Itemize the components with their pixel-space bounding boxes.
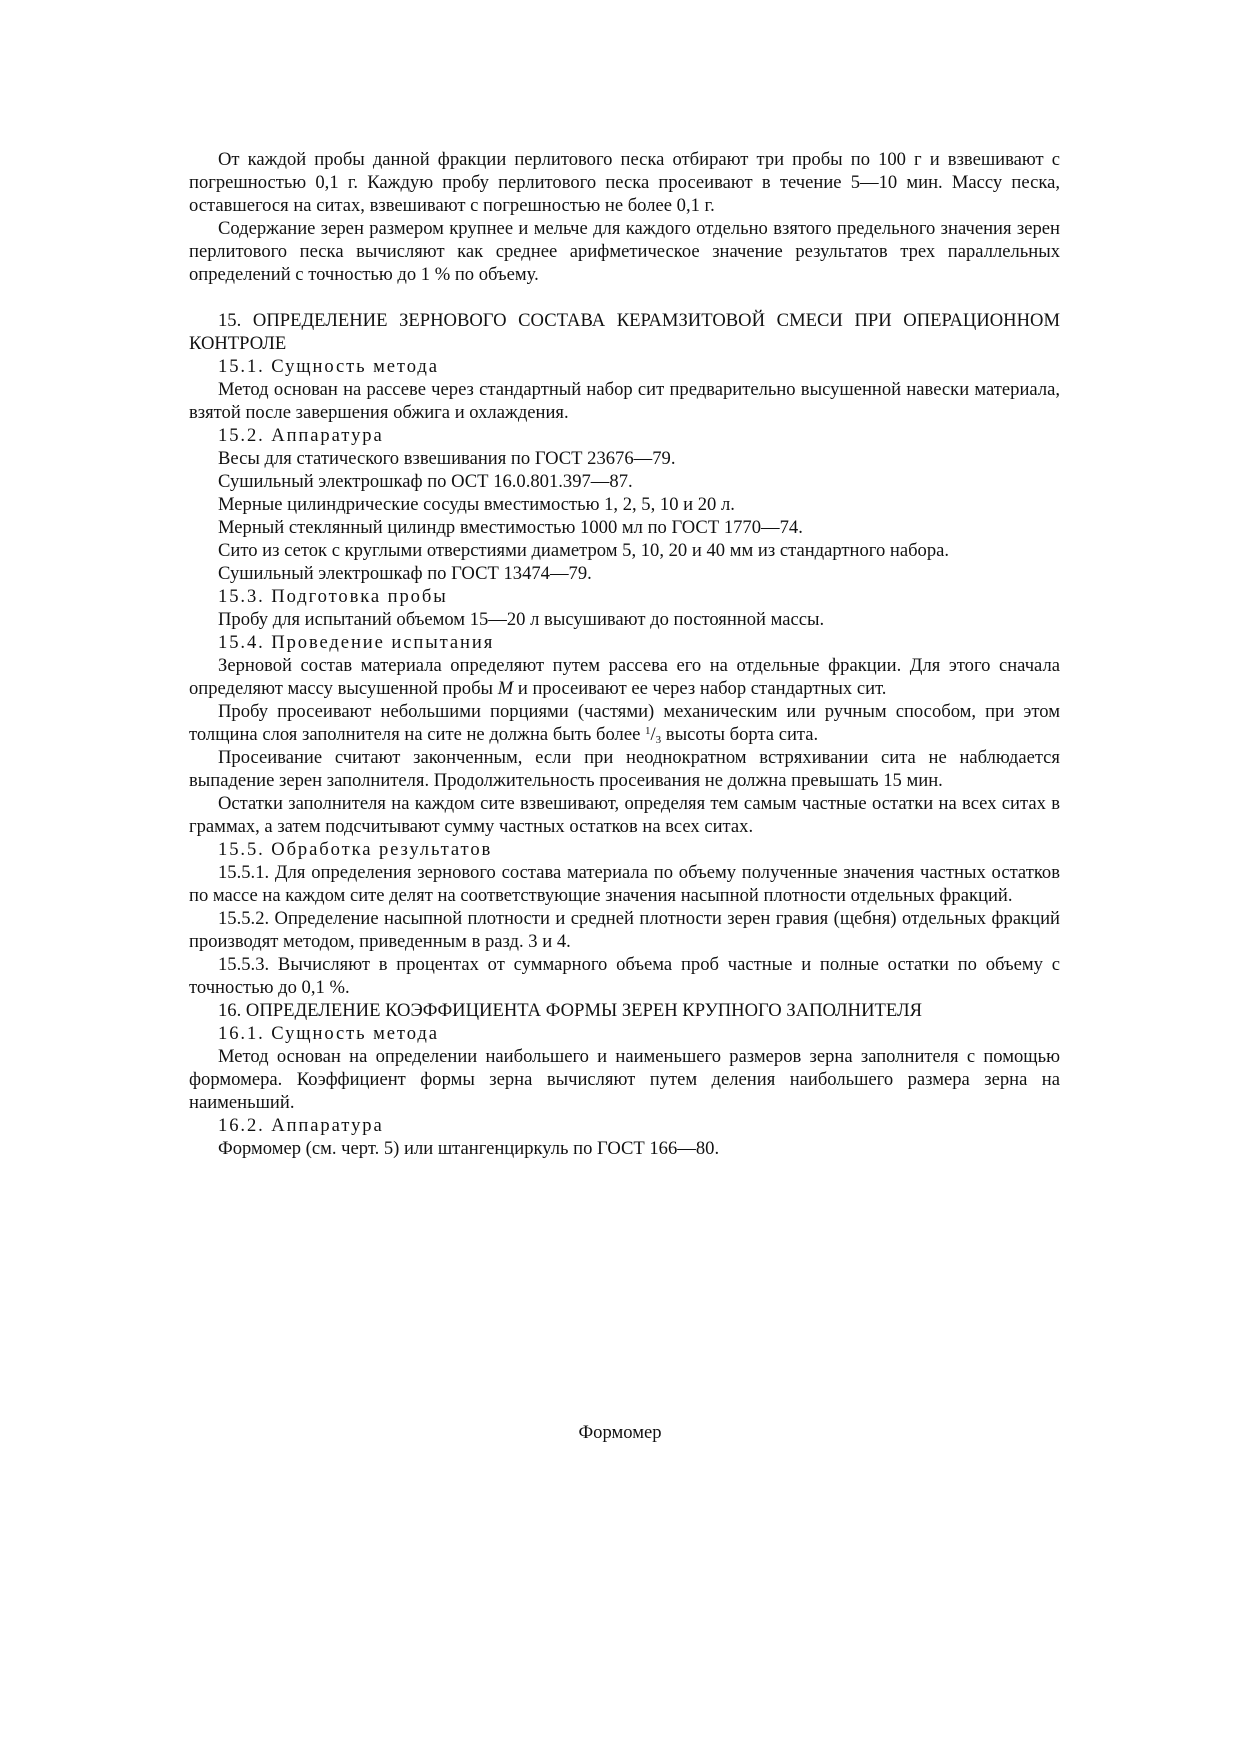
paragraph xyxy=(189,654,1060,700)
fraction-slash: / xyxy=(650,724,656,745)
paragraph xyxy=(189,700,1060,746)
fraction-numerator: 1 xyxy=(644,725,651,737)
variable-m: М xyxy=(497,678,514,699)
text-run: Зерновой состав материала определяют путем рассева его на отдельные фракции. Для этого сначала определяют массу высушенной пробы xyxy=(189,655,1060,699)
document-page xyxy=(189,148,1060,1160)
subsection-15-2-heading: 15.2. Аппаратура xyxy=(218,425,384,446)
text-run: высоты борта сита. xyxy=(661,724,819,745)
paragraph: Метод основан на определении наибольшего и наименьшего размеров зерна заполнителя с помощью формомера. Коэффициент формы зерна вычисляют путем деления наибольшего размера зерна на наименьший. xyxy=(189,1046,1060,1113)
paragraph: Метод основан на рассеве через стандартный набор сит предварительно высушенной навески материала, взятой после завершения обжига и охлаждения. xyxy=(189,379,1060,423)
paragraph: От каждой пробы данной фракции перлитового песка отбирают три пробы по 100 г и взвешивают с погрешностью 0,1 г. Каждую пробу перлитового песка просеивают в течение 5—10 мин. Массу песка, оставшегося на ситах, взвешивают с погрешностью не более 0,1 г. xyxy=(189,149,1060,216)
subsection-15-4-heading: 15.4. Проведение испытания xyxy=(218,632,495,653)
paragraph: Пробу для испытаний объемом 15—20 л высушивают до постоянной массы. xyxy=(218,609,825,630)
paragraph: Остатки заполнителя на каждом сите взвешивают, определяя тем самым частные остатки на всех ситах в граммах, а затем подсчитывают сумму частных остатков на всех ситах. xyxy=(189,793,1060,837)
subsection-15-1-heading: 15.1. Сущность метода xyxy=(218,356,439,377)
figure-caption: Формомер xyxy=(578,1422,662,1443)
subsection-16-1-heading: 16.1. Сущность метода xyxy=(218,1023,439,1044)
text-run: Пробу просеивают небольшими порциями (частями) механическим или ручным способом, при этом толщина слоя заполнителя на сите не должна быть более xyxy=(189,701,1060,745)
subsection-16-2-heading: 16.2. Аппаратура xyxy=(218,1115,384,1136)
paragraph: Просеивание считают законченным, если при неоднократном встряхивании сита не наблюдается выпадение зерен заполнителя. Продолжительность просеивания не должна превышать 15 мин. xyxy=(189,747,1060,791)
equipment-item: Мерный стеклянный цилиндр вместимостью 1000 мл по ГОСТ 1770—74. xyxy=(218,517,803,538)
equipment-item: Сито из сеток с круглыми отверстиями диаметром 5, 10, 20 и 40 мм из стандартного набора. xyxy=(218,540,950,561)
spacer xyxy=(189,286,1060,309)
paragraph: 15.5.2. Определение насыпной плотности и средней плотности зерен гравия (щебня) отдельных фракций производят методом, приведенным в разд. 3 и 4. xyxy=(189,908,1060,952)
equipment-item: Весы для статического взвешивания по ГОСТ 23676—79. xyxy=(218,448,676,469)
paragraph: 15.5.3. Вычисляют в процентах от суммарного объема проб частные и полные остатки по объему с точностью до 0,1 %. xyxy=(189,954,1060,998)
paragraph: Формомер (см. черт. 5) или штангенциркуль по ГОСТ 166—80. xyxy=(218,1138,720,1159)
paragraph: Содержание зерен размером крупнее и мельче для каждого отдельно взятого предельного значения зерен перлитового песка вычисляют как среднее арифметическое значение результатов трех параллельных определений с точностью до 1 % по объему. xyxy=(189,218,1060,285)
subsection-15-3-heading: 15.3. Подготовка пробы xyxy=(218,586,448,607)
section-15-title: 15. ОПРЕДЕЛЕНИЕ ЗЕРНОВОГО СОСТАВА КЕРАМЗИТОВОЙ СМЕСИ ПРИ ОПЕРАЦИОННОМ КОНТРОЛЕ xyxy=(189,310,1060,354)
subsection-15-5-heading: 15.5. Обработка результатов xyxy=(218,839,493,860)
fraction-denominator: 3 xyxy=(655,734,662,746)
equipment-item: Сушильный электрошкаф по ГОСТ 13474—79. xyxy=(218,563,592,584)
paragraph: 15.5.1. Для определения зернового состава материала по объему полученные значения частных остатков по массе на каждом сите делят на соответствующие значения насыпной плотности отдельных фракций. xyxy=(189,862,1060,906)
equipment-item: Сушильный электрошкаф по ОСТ 16.0.801.397—87. xyxy=(218,471,633,492)
equipment-item: Мерные цилиндрические сосуды вместимостью 1, 2, 5, 10 и 20 л. xyxy=(218,494,735,515)
section-16-title: 16. ОПРЕДЕЛЕНИЕ КОЭФФИЦИЕНТА ФОРМЫ ЗЕРЕН КРУПНОГО ЗАПОЛНИТЕЛЯ xyxy=(218,1000,923,1021)
text-run: и просеивают ее через набор стандартных сит. xyxy=(513,678,887,699)
